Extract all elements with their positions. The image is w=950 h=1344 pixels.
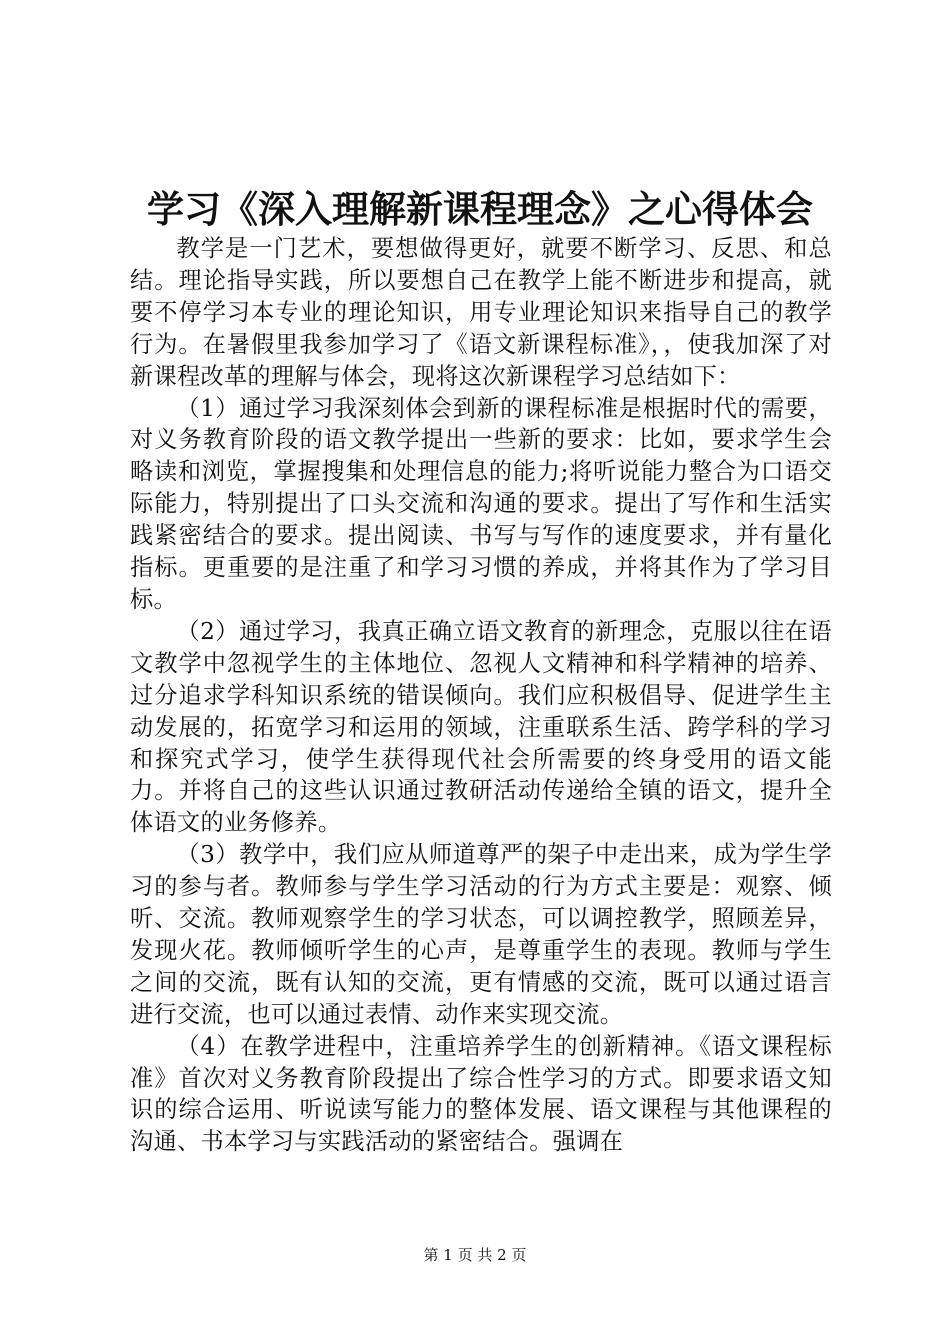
page-number-footer: 第 1 页 共 2 页 — [423, 1246, 527, 1264]
paragraph-point-2: （2）通过学习，我真正确立语文教育的新理念，克服以往在语文教学中忽视学生的主体地位、忽视人文精神和科学精神的培养、过分追求学科知识系统的错误倾向。我们应积极倡导、促进学生主动发展的，拓宽学习和运用的领域，注重联系生活、跨学科的学习和探究式学习，使学生获得现代社会所需要的终身受用的语文能力。并将自己的这些认识通过教研活动传递给全镇的语文，提升全体语文的业务修养。 — [130, 617, 832, 837]
paragraph-point-3: （3）教学中，我们应从师道尊严的架子中走出来，成为学生学习的参与者。教师参与学生学习活动的行为方式主要是：观察、倾听、交流。教师观察学生的学习状态，可以调控教学，照顾差异，发现火花。教师倾听学生的心声，是尊重学生的表现。教师与学生之间的交流，既有认知的交流，更有情感的交流，既可以通过语言进行交流，也可以通过表情、动作来实现交流。 — [130, 841, 832, 1028]
paragraph-point-1: （1）通过学习我深刻体会到新的课程标准是根据时代的需要，对义务教育阶段的语文教学提出一些新的要求：比如，要求学生会略读和浏览，掌握搜集和处理信息的能力;将听说能力整合为口语交际能力，特别提出了口头交流和沟通的要求。提出了写作和生活实践紧密结合的要求。提出阅读、书写与写作的速度要求，并有量化指标。更重要的是注重了和学习习惯的养成，并将其作为了学习目标。 — [130, 394, 832, 613]
paragraph-intro: 教学是一门艺术，要想做得更好，就要不断学习、反思、和总结。理论指导实践，所以要想自己在教学上能不断进步和提高，就要不停学习本专业的理论知识，用专业理论知识来指导自己的教学行为。在暑假里我参加学习了《语文新课程标准》，，使我加深了对新课程改革的理解与体会，现将这次新课程学习总结如下： — [130, 235, 832, 390]
paragraph-point-4: （4）在教学进程中，注重培养学生的创新精神。《语文课程标准》首次对义务教育阶段提出了综合性学习的方式。即要求语文知识的综合运用、听说读写能力的整体发展、语文课程与其他课程的沟通、书本学习与实践活动的紧密结合。强调在 — [130, 1032, 832, 1156]
document-body — [130, 233, 832, 1158]
document-title: 学习《深入理解新课程理念》之心得体会 — [147, 187, 813, 231]
